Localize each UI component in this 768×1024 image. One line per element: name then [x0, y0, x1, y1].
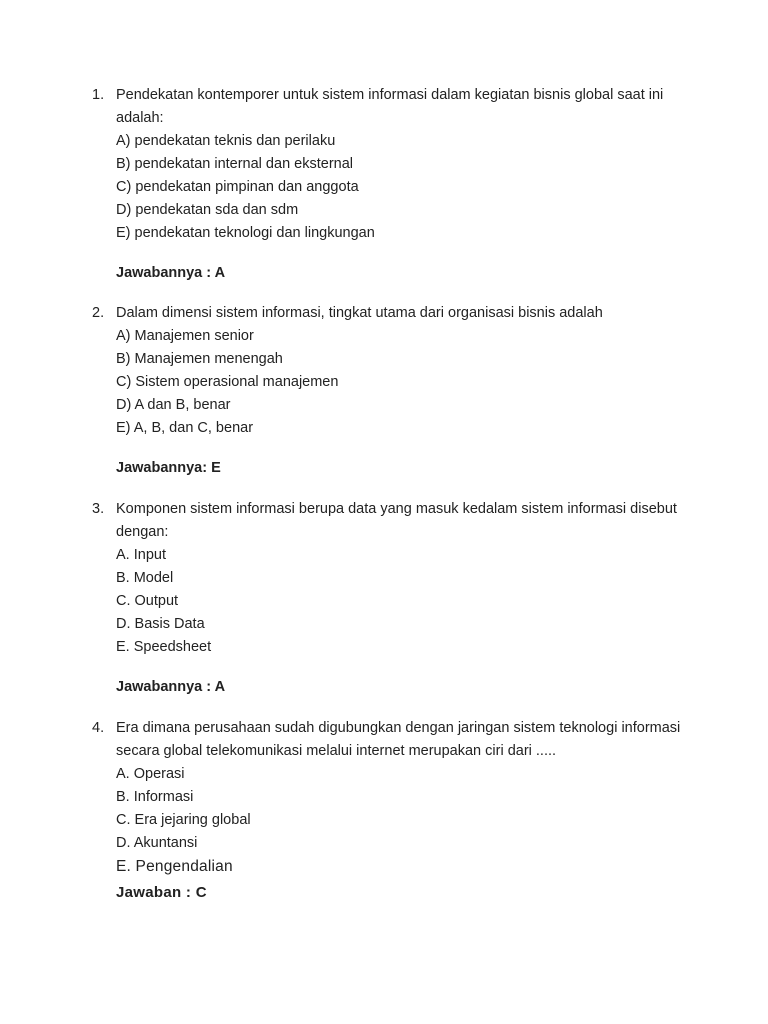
option-c: C) pendekatan pimpinan dan anggota	[116, 179, 359, 195]
question-text: Komponen sistem informasi berupa data yang masuk kedalam sistem informasi disebut dengan:	[116, 501, 677, 540]
option-a: A. Input	[116, 547, 166, 563]
option-e: E) A, B, dan C, benar	[116, 420, 254, 436]
answer-1: Jawabannya : A	[116, 265, 226, 281]
option-d: D) pendekatan sda dan sdm	[116, 202, 299, 218]
question-number: 2.	[92, 305, 105, 321]
question-text: Era dimana perusahaan sudah digubungkan dengan jaringan sistem teknologi informasi secara global telekomunikasi melalui internet merupakan ciri dari .....	[116, 720, 681, 759]
option-d: D. Akuntansi	[116, 835, 198, 851]
question-number: 1.	[92, 87, 105, 103]
option-b: B. Informasi	[116, 789, 194, 805]
answer-2: Jawabannya: E	[116, 460, 221, 476]
option-c: C. Era jejaring global	[116, 812, 251, 828]
option-d: D. Basis Data	[116, 616, 205, 632]
option-b: B) Manajemen menengah	[116, 351, 283, 367]
option-a: A) pendekatan teknis dan perilaku	[116, 133, 336, 149]
answer-4: Jawaban : C	[116, 884, 207, 901]
option-b: B. Model	[116, 570, 174, 586]
option-b: B) pendekatan internal dan eksternal	[116, 156, 353, 172]
question-body	[116, 84, 686, 245]
option-e: E. Speedsheet	[116, 639, 212, 655]
option-c: C. Output	[116, 593, 179, 609]
option-e: E. Pengendalian	[116, 858, 233, 875]
question-text: Dalam dimensi sistem informasi, tingkat utama dari organisasi bisnis adalah	[116, 305, 603, 321]
answer-3: Jawabannya : A	[116, 679, 226, 695]
option-e: E) pendekatan teknologi dan lingkungan	[116, 225, 375, 241]
option-d: D) A dan B, benar	[116, 397, 231, 413]
option-c: C) Sistem operasional manajemen	[116, 374, 339, 390]
question-body	[116, 498, 686, 659]
question-body	[116, 717, 686, 878]
question-body	[116, 302, 686, 440]
question-number: 4.	[92, 720, 105, 736]
question-text: Pendekatan kontemporer untuk sistem informasi dalam kegiatan bisnis global saat ini adalah:	[116, 87, 664, 126]
option-a: A. Operasi	[116, 766, 185, 782]
question-number: 3.	[92, 501, 105, 517]
option-a: A) Manajemen senior	[116, 328, 254, 344]
